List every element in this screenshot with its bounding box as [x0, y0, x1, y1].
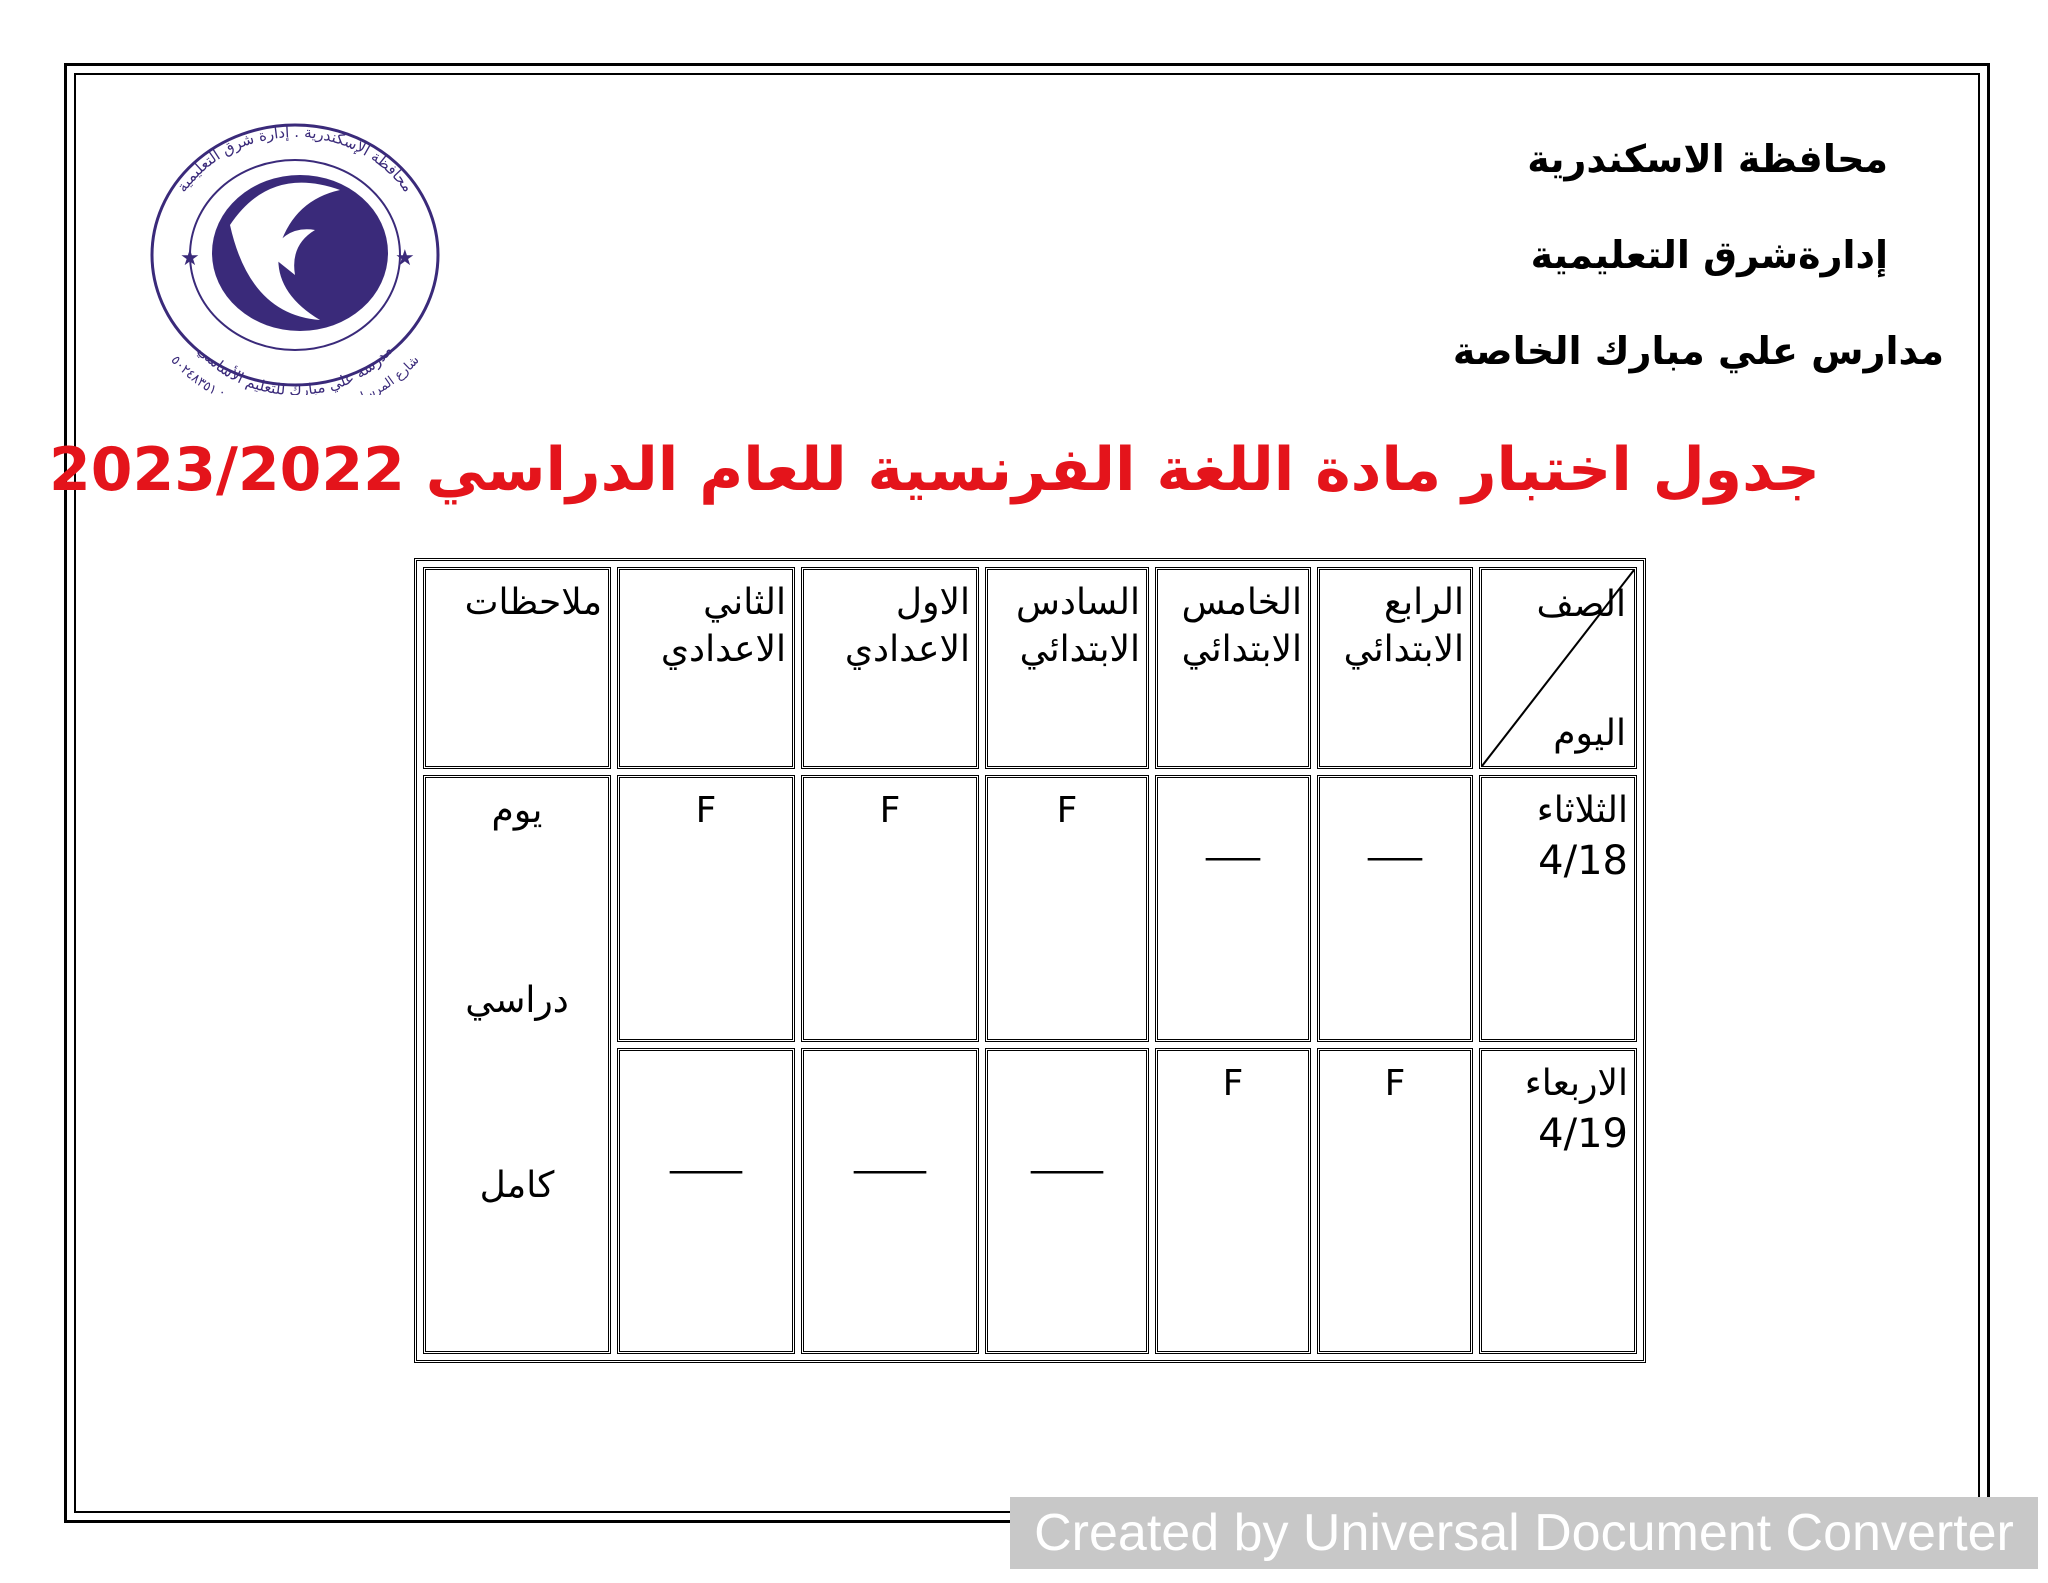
schedule-cell — [1317, 775, 1473, 1042]
governorate-line: محافظة الاسكندرية — [1527, 137, 1888, 181]
corner-grade-label: الصف — [1536, 584, 1626, 625]
schedule-cell — [1155, 775, 1311, 1042]
schedule-cell — [801, 1048, 979, 1354]
schedule-cell: F — [617, 775, 795, 1042]
school-line: مدارس علي مبارك الخاصة — [1452, 329, 1944, 373]
seal-star-left: ★ — [180, 246, 200, 271]
col-header-grade5 — [1155, 567, 1311, 769]
school-seal — [120, 105, 470, 395]
notes-line-3: كامل — [479, 1165, 555, 1206]
watermark-banner: Created by Universal Document Converter — [1010, 1497, 2038, 1569]
corner-day-label: اليوم — [1553, 713, 1626, 755]
col-header-line1: الاول — [895, 582, 970, 623]
col-header-line2: الابتدائي — [1019, 628, 1140, 670]
col-header-prep2 — [617, 567, 795, 769]
schedule-cell: F — [1155, 1048, 1311, 1354]
cell-value: ___ — [1206, 820, 1260, 861]
col-header-line1: الثاني — [703, 582, 786, 623]
col-header-prep1 — [801, 567, 979, 769]
seal-text-address: شارع المرس : ٥٠٢٤٨٣٥١ — [167, 352, 423, 395]
schedule-cell — [985, 1048, 1149, 1354]
day-cell — [1479, 775, 1637, 1042]
schedule-cell: F — [1317, 1048, 1473, 1354]
corner-header-cell — [1479, 567, 1637, 769]
day-name: الاربعاء — [1524, 1063, 1628, 1105]
table-header-row — [423, 567, 1637, 769]
seal-graphic — [120, 105, 470, 395]
col-header-line2: الاعدادي — [844, 628, 970, 670]
schedule-cell: F — [985, 775, 1149, 1042]
administration-line: إدارةشرق التعليمية — [1530, 233, 1888, 277]
col-header-line1: الخامس — [1181, 582, 1302, 623]
cell-value: ____ — [670, 1133, 742, 1175]
seal-text-bottom: مدرسة علي مبارك للتعليم الأساسي — [193, 341, 397, 395]
col-header-grade4 — [1317, 567, 1473, 769]
cell-value: ___ — [1368, 820, 1422, 861]
schedule-cell: F — [801, 775, 979, 1042]
col-header-notes: ملاحظات — [423, 567, 611, 769]
seal-text-top: محافظة الإسكندرية . إدارة شرق التعليمية — [172, 123, 418, 196]
day-name: الثلاثاء — [1536, 790, 1628, 831]
col-header-grade6 — [985, 567, 1149, 769]
page-title: جدول اختبار مادة اللغة الفرنسية للعام الدراسي 2023/2022 — [48, 435, 1820, 505]
day-date: 4/18 — [1538, 837, 1628, 884]
seal-star-right: ★ — [395, 246, 415, 271]
day-cell — [1479, 1048, 1637, 1354]
table-row-tuesday — [423, 775, 1637, 1042]
col-header-line1: الرابع — [1383, 582, 1464, 623]
exam-schedule-table — [414, 558, 1646, 1363]
col-header-line2: الابتدائي — [1181, 628, 1302, 670]
notes-line-1: يوم — [491, 790, 543, 831]
cell-value: ____ — [854, 1133, 926, 1175]
col-header-line2: الاعدادي — [660, 628, 786, 670]
col-header-line2: الابتدائي — [1343, 628, 1464, 670]
col-header-line1: السادس — [1015, 582, 1140, 623]
notes-line-2: دراسي — [465, 980, 569, 1021]
cell-value: ____ — [1031, 1133, 1103, 1175]
notes-cell — [423, 775, 611, 1354]
schedule-cell — [617, 1048, 795, 1354]
day-date: 4/19 — [1538, 1111, 1628, 1158]
